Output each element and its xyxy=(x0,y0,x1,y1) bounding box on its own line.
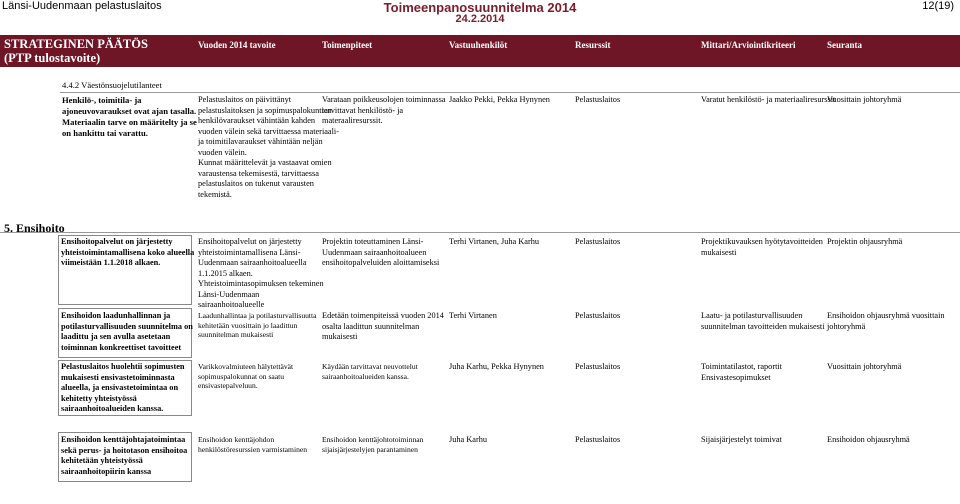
metric-cell: Toimintatilastot, raportit Ensivastesopimukset xyxy=(701,362,782,382)
goal-cell: Laadunhallintaa ja potilasturvallisuutta kehitetään vuosittain jo laadittun suunnitelman mukaisesti xyxy=(198,311,317,339)
strategic-decision-header: STRATEGINEN PÄÄTÖS (PTP tulostavoite) xyxy=(4,37,148,65)
actions-cell: Edetään toimenpiteissä vuoden 2014 osalta laadittun suunnitelman mukaisesti xyxy=(322,311,444,341)
resources-cell: Pelastuslaitos xyxy=(575,435,621,444)
followup-cell: Ensihoidon ohjausryhmä xyxy=(827,435,910,444)
strategic-decision-cell: Ensihoitopalvelut on järjestetty yhteistoimintamallisena koko alueella viimeistään 1.1.2018 alkaen. xyxy=(61,237,195,267)
metric-cell: Laatu- ja potilasturvallisuuden suunnitelman tavoitteiden mukaisesti xyxy=(701,311,825,331)
actions-cell: Projektin toteuttaminen Länsi- Uudenmaan sairaanhoitoalueen ensihoitopalveluiden aloittamiseksi xyxy=(322,237,440,267)
strategic-decision-cell: Henkilö-, toimitila- ja ajoneuvovaraukset ovat ajan tasalla. Materiaalin tarve on määritelty ja se on hankittu tai varattu. xyxy=(62,95,197,138)
column-header-actions: Toimenpiteet xyxy=(322,40,373,50)
resources-cell: Pelastuslaitos xyxy=(575,95,621,104)
column-header-followup: Seuranta xyxy=(827,40,863,50)
actions-cell: Käydään tarvittavat neuvottelut sairaanhoitoalueiden kanssa. xyxy=(322,362,418,381)
column-header-responsible: Vastuuhenkilöt xyxy=(449,40,508,50)
organization-name: Länsi-Uudenmaan pelastuslaitos xyxy=(2,0,162,12)
goal-cell: Pelastuslaitos on päivittänyt pelastuslaitoksen ja sopimuspalokuntien henkilövaraukset vähintään kahden vuoden välein sekä tarvittaessa materiaali- ja toimitilavaraukset vähintään neljän vuoden välein. xyxy=(198,95,339,157)
metric-cell: Varatut henkilöstö- ja materiaaliresurssit xyxy=(701,95,836,104)
resources-cell: Pelastuslaitos xyxy=(575,362,621,371)
column-header-goal: Vuoden 2014 tavoite xyxy=(198,40,276,50)
resources-cell: Pelastuslaitos xyxy=(575,237,621,246)
goal-cell-secondary: Kunnat määrittelevät ja vastaavat omien varaustensa tekemisestä, tarvittaessa pelastuslaitos on tukenut varausten tekemistä. xyxy=(198,158,332,199)
responsible-cell: Jaakko Pekki, Pekka Hynynen xyxy=(449,95,550,104)
section-heading: 5. Ensihoito xyxy=(4,221,65,235)
document-date: 24.2.2014 xyxy=(455,13,505,25)
strategic-decision-cell: Ensihoidon laadunhallinnan ja potilasturvallisuuden suunnitelma on laadittu ja sen avulla asetetaan toiminnan konkreettiset tavoitteet xyxy=(61,311,193,352)
followup-cell: Projektin ohjausryhmä xyxy=(827,237,903,246)
subsection-heading: 4.4.2 Väestönsuojelutilanteet xyxy=(62,80,162,90)
row-divider xyxy=(60,92,960,93)
goal-cell: Ensihoidon kenttäjohdon henkilöstöresurssien varmistaminen xyxy=(198,435,308,454)
column-header-metric: Mittari/Arviointikriteeri xyxy=(701,40,796,50)
actions-cell: Varataan poikkeusolojen toiminnassa tarvittavat henkilöstö- ja materaaliresurssit. xyxy=(322,95,446,125)
metric-cell: Sijaisjärjestelyt toimivat xyxy=(701,435,782,444)
column-header-resources: Resurssit xyxy=(575,40,611,50)
followup-cell: Vuosittain johtoryhmä xyxy=(827,362,902,371)
followup-cell: Ensihoidon ohjausryhmä vuosittain johtoryhmä xyxy=(827,311,945,331)
resources-cell: Pelastuslaitos xyxy=(575,311,621,320)
actions-cell: Ensihoidon kenttäjohtotoiminnan sijaisjärjestelyjen parantaminen xyxy=(322,435,424,454)
goal-cell: Ensihoitopalvelut on järjestetty yhteistoimintamallisena Länsi- Uudenmaan sairaanhoitoalueella 1.1.2015 alkaen. Yhteistoimintasopimuksen tekeminen Länsi-Uudenmaan sairaanhoitoalueelle xyxy=(198,237,324,309)
document-title: Toimeenpanosuunnitelma 2014 xyxy=(383,0,577,15)
responsible-cell: Terhi Virtanen, Juha Karhu xyxy=(449,237,540,246)
strategic-decision-cell: Ensihoidon kenttäjohtajatoimintaa sekä perus- ja hoitotason ensihoitoa kehitetään yhteistyössä sairaanhoitopiirin kanssa xyxy=(61,435,188,476)
strategic-decision-cell: Pelastuslaitos huolehtii sopimusten mukaisesti ensivastetoiminnasta alueella, ja ensivastetoimintaa on kehitetty yhteistyössä sairaanhoitoalueiden kanssa. xyxy=(61,362,185,413)
metric-cell: Projektikuvauksen hyötytavoitteiden mukaisesti xyxy=(701,237,823,257)
followup-cell: Vuosittain johtoryhmä xyxy=(827,95,902,104)
responsible-cell: Juha Karhu, Pekka Hynynen xyxy=(449,362,544,371)
goal-cell: Varikkovalmiuteen hälytettävät sopimuspalokunnat on saatu ensivastepalveluun. xyxy=(198,362,294,390)
page-number: 12(19) xyxy=(922,0,954,12)
responsible-cell: Terhi Virtanen xyxy=(449,311,497,320)
responsible-cell: Juha Karhu xyxy=(449,435,488,444)
section-divider xyxy=(0,232,960,233)
